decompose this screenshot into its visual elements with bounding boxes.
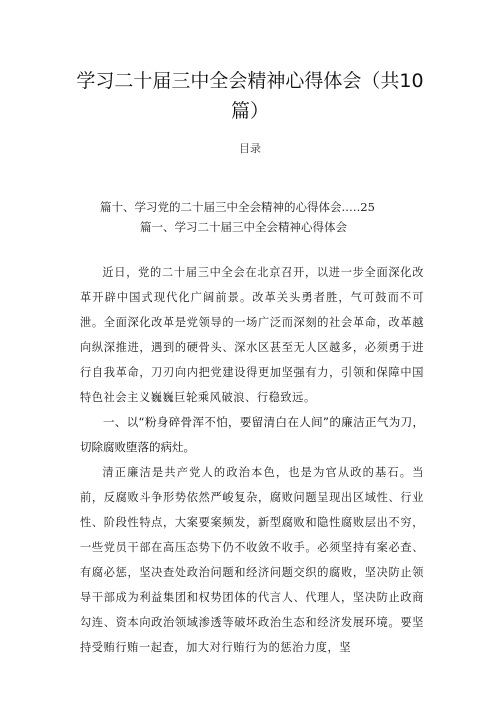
toc-entry-1[interactable]: 篇一、学习二十届三中全会精神心得体会 [140, 220, 347, 234]
body-paragraph-section-1: 清正廉洁是共产党人的政治本色，也是为官从政的基石。当前，反腐败斗争形势依然严峻复杂，腐败问题呈现出区域性、行业性、阶段性特点，大案要案频发，新型腐败和隐性腐败层出不穷，一些党员干部在高压态势下仍不收敛不收手。必须坚持有案必查、有腐必惩，坚决查处政治问题和经济问题交织的腐败，坚决防止领导干部成为利益集团和权势团体的代言人、代理人，坚决防止政商勾连、资本向政治领域渗透等破坏政治生态和经济发展环境。要坚持受贿行贿一起查，加大对行贿行为的惩治力度，坚 [80, 466, 424, 654]
document-title: 学习二十届三中全会精神心得体会（共10篇） [76, 70, 424, 122]
body-paragraph-intro: 近日，党的二十届三中全会在北京召开，以进一步全面深化改革开辟中国式现代化广阔前景。改革关头勇者胜，气可鼓而不可泄。全面深化改革是党领导的一场广泛而深刻的社会革命，改革越向纵深推进，遇到的硬骨头、深水区甚至无人区越多，必须勇于进行自我革命，刀刃向内把党建设得更加坚强有力，引领和保障中国特色社会主义巍巍巨轮乘风破浪、行稳致远。 [80, 266, 424, 404]
toc-heading: 目录 [239, 142, 261, 155]
section-heading-1: 一、以“粉身碎骨浑不怕，要留清白在人间”的廉洁正气为刀，切除腐败堕落的病灶。 [80, 415, 424, 454]
document-body [80, 260, 424, 660]
toc-entry-10[interactable]: 篇十、学习党的二十届三中全会精神的心得体会.….25 [100, 200, 375, 214]
